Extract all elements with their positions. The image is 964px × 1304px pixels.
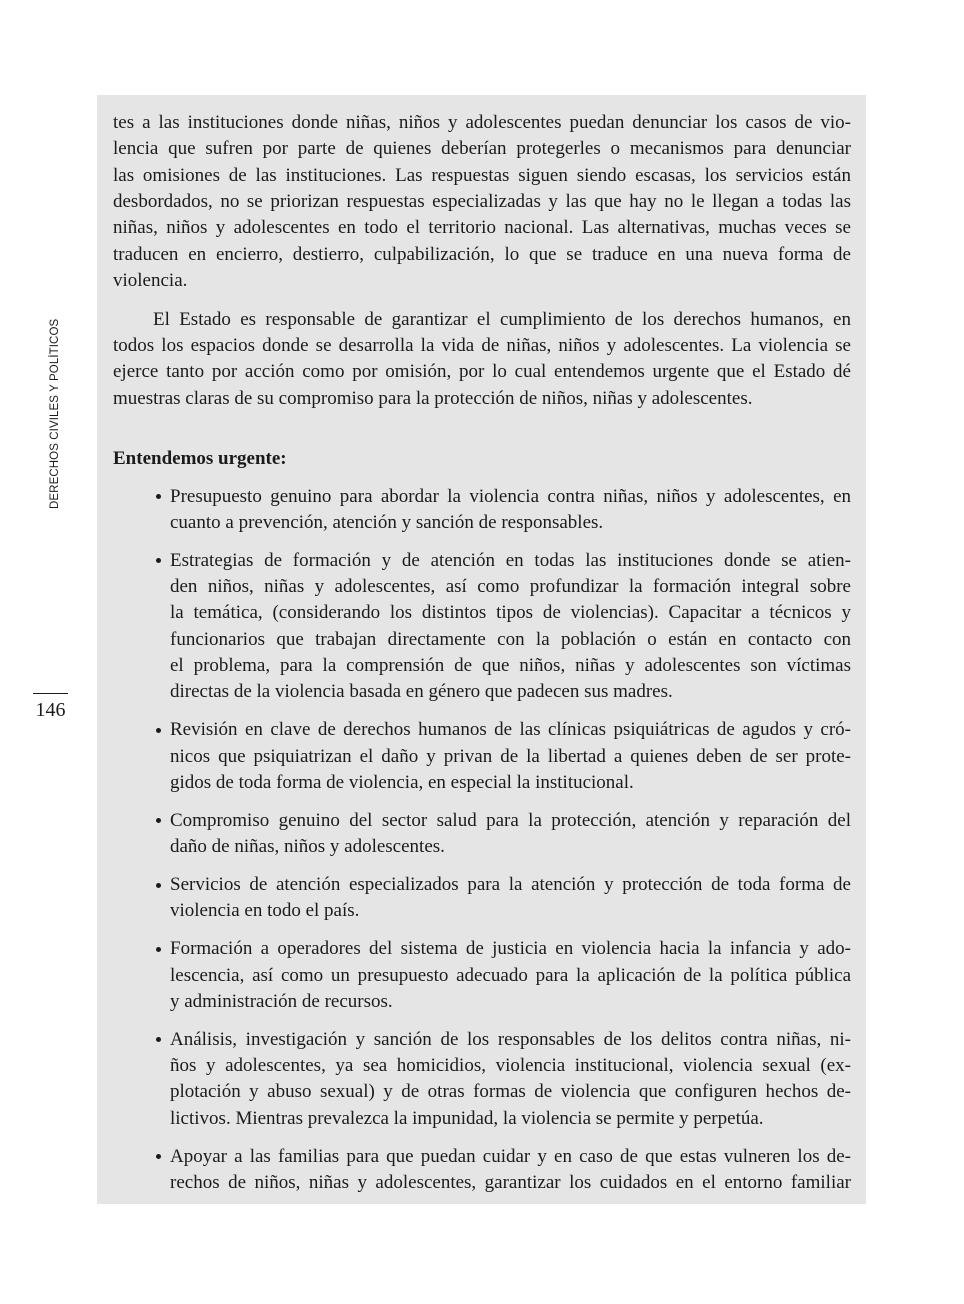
bullet-icon [156, 494, 161, 499]
text-line: cuanto a prevención, atención y sanción de responsables. [170, 511, 604, 533]
text-line: El Estado es responsable de garantizar el cumplimiento de los derechos humanos, en [153, 308, 851, 330]
bullet-icon [156, 947, 161, 952]
list-item [170, 1027, 851, 1132]
bullet-icon [156, 818, 161, 823]
text-line: Formación a operadores del sistema de justicia en violencia hacia la infancia y ado- [170, 938, 851, 960]
text-line: Compromiso genuino del sector salud para la protección, atención y reparación del [170, 809, 851, 831]
text-line: rechos de niños, niñas y adolescentes, garantizar los cuidados en el entorno familiar [170, 1171, 851, 1193]
list-item [170, 936, 851, 1015]
bullet-icon [156, 1154, 161, 1159]
text-line: ños y adolescentes, ya sea homicidios, violencia institucional, violencia sexual (ex- [170, 1055, 851, 1077]
text-line: niñas, niños y adolescentes en todo el territorio nacional. Las alternativas, muchas veces se [113, 217, 851, 239]
text-line: Revisión en clave de derechos humanos de las clínicas psiquiátricas de agudos y cró- [170, 719, 851, 741]
text-line: el problema, para la comprensión de que niños, niñas y adolescentes son víctimas [170, 655, 851, 677]
bullet-icon [156, 558, 161, 563]
list-item-text [170, 717, 851, 796]
paragraph [113, 110, 851, 294]
text-line: lictivos. Mientras prevalezca la impunidad, la violencia se permite y perpetúa. [170, 1107, 764, 1129]
bullet-icon [156, 1037, 161, 1042]
text-line: traducen en encierro, destierro, culpabilización, lo que se traduce en una nueva forma de [113, 243, 851, 265]
list-item [170, 808, 851, 861]
text-line: lencia que sufren por parte de quienes deberían protegerles o mecanismos para denunciar [113, 138, 851, 160]
content-box [97, 95, 866, 1204]
text-line: Presupuesto genuino para abordar la violencia contra niñas, niños y adolescentes, en [170, 485, 851, 507]
list-item [170, 548, 851, 706]
page-number: 146 [35, 699, 66, 721]
text-line: violencia en todo el país. [170, 900, 360, 922]
text-line: la temática, (considerando los distintos tipos de violencias). Capacitar a técnicos y [170, 602, 851, 624]
text-line: plotación y abuso sexual) y de otras formas de violencia que configuren hechos de- [170, 1081, 851, 1103]
text-line: den niños, niñas y adolescentes, así como profundizar la formación integral sobre [170, 576, 851, 598]
text-line: Estrategias de formación y de atención en todas las instituciones donde se atien- [170, 549, 851, 571]
text-column [113, 110, 851, 1196]
list-item [170, 484, 851, 537]
text-line: desbordados, no se priorizan respuestas especializadas y las que hay no le llegan a todas las [113, 191, 851, 213]
text-line: y administración de recursos. [170, 990, 393, 1012]
text-line: Análisis, investigación y sanción de los responsables de los delitos contra niñas, ni- [170, 1028, 851, 1050]
text-line: las omisiones de las instituciones. Las respuestas siguen siendo escasas, los servicios están [113, 164, 851, 186]
running-section-title: DERECHOS CIVILES Y POLÍTICOS [49, 318, 61, 510]
text-line: violencia. [113, 270, 188, 292]
list-item-text [170, 484, 851, 537]
list-item [170, 1144, 851, 1197]
bullet-icon [156, 883, 161, 888]
list-item-text [170, 1144, 851, 1197]
text-line: nicos que psiquiatrizan el daño y privan de la libertad a quienes deben de ser prote- [170, 745, 851, 767]
bullet-icon [156, 728, 161, 733]
text-line: ejerce tanto por acción como por omisión, por lo cual entendemos urgente que el Estado dé [113, 361, 851, 383]
text-line: Apoyar a las familias para que puedan cuidar y en caso de que estas vulneren los de- [170, 1145, 851, 1167]
text-line: gidos de toda forma de violencia, en especial la institucional. [170, 772, 634, 793]
list-item [170, 717, 851, 796]
list-item-text [170, 548, 851, 706]
list-item-text [170, 936, 851, 1015]
text-line: Servicios de atención especializados para la atención y protección de toda forma de [170, 874, 851, 896]
list-item-text [170, 872, 851, 925]
text-line: directas de la violencia basada en género que padecen sus madres. [170, 681, 673, 703]
text-line: daño de niñas, niños y adolescentes. [170, 836, 445, 858]
list-item [170, 872, 851, 925]
text-line: tes a las instituciones donde niñas, niños y adolescentes puedan denunciar los casos de vio- [113, 112, 851, 133]
list-item-text [170, 1027, 851, 1132]
text-line: muestras claras de su compromiso para la protección de niños, niñas y adolescentes. [113, 387, 753, 409]
page-number-rule [33, 693, 68, 694]
list-item-text [170, 808, 851, 861]
list-heading: Entendemos urgente: [113, 447, 287, 469]
paragraph [113, 307, 851, 412]
text-line: lescencia, así como un presupuesto adecuado para la aplicación de la política pública [170, 964, 851, 986]
text-line: todos los espacios donde se desarrolla la vida de niñas, niños y adolescentes. La violencia se [113, 335, 851, 357]
text-line: funcionarios que trabajan directamente con la población o están en contacto con [170, 628, 851, 650]
